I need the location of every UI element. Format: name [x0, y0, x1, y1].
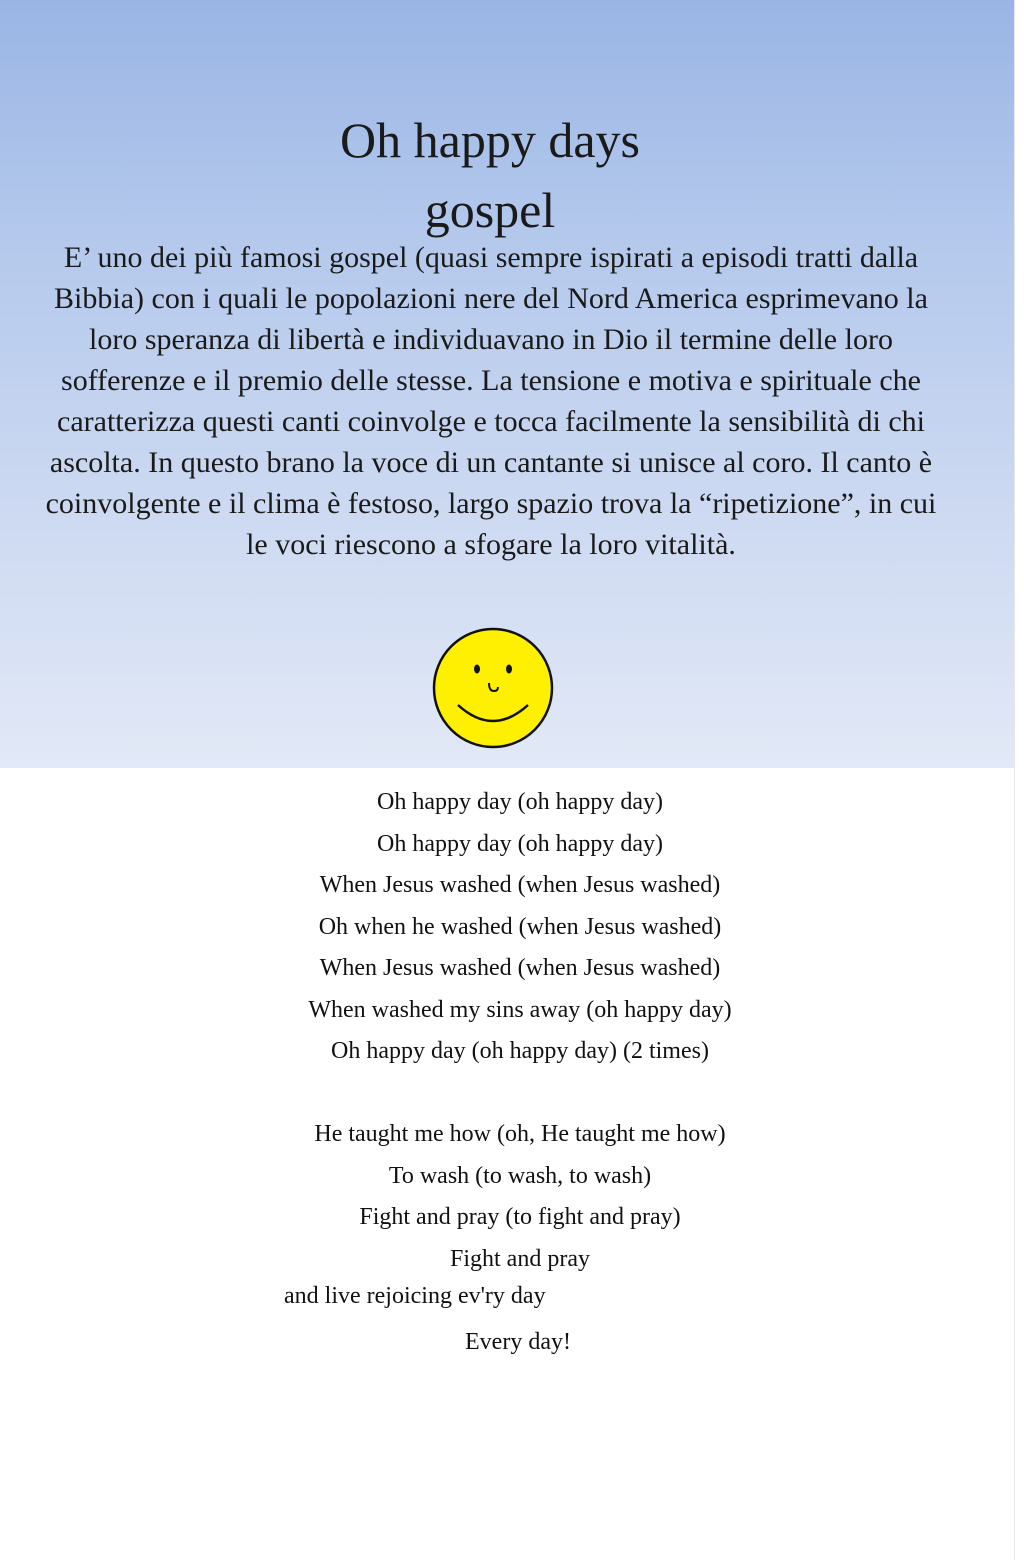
- smiley-right-eye: [506, 665, 512, 674]
- smiley-left-eye: [474, 665, 480, 674]
- smiley-face-circle: [434, 629, 552, 747]
- lyric-line: When Jesus washed (when Jesus washed): [319, 955, 721, 981]
- lyric-final-line: Every day!: [465, 1329, 571, 1355]
- verse-spacer: [0, 1073, 1024, 1115]
- smiley-face-icon: [432, 627, 554, 749]
- lyric-line: Fight and pray: [450, 1245, 590, 1272]
- lyric-line: Oh happy day (oh happy day): [377, 830, 663, 857]
- lyrics-block: [0, 782, 1024, 1280]
- lyric-line: When washed my sins away (oh happy day): [308, 996, 732, 1023]
- lyric-line: To wash (to wash, to wash): [388, 1162, 652, 1189]
- slide-description: E’ uno dei più famosi gospel (quasi sempre ispirati a episodi tratti dalla Bibbia) con i quali le popolazioni nere del Nord America esprimevano la loro speranza di libertà e individuavano in Dio il termine delle loro sofferenze e il premio delle stesse. La tensione e motiva e spirituale che caratterizza questi canti coinvolge e tocca facilmente la sensibilità di chi ascolta. In questo brano la voce di un cantante si unisce al coro. Il canto è coinvolgente e il clima è festoso, largo spazio trova la “ripetizione”, in cui le voci riescono a sfogare la loro vitalità.: [45, 241, 937, 561]
- lyric-line: He taught me how (oh, He taught me how): [314, 1121, 726, 1147]
- lyric-line: When Jesus washed (when Jesus washed): [319, 872, 721, 898]
- lyric-line-left-aligned: and live rejoicing ev'ry day: [284, 1283, 546, 1309]
- page-edge-rule: [1014, 0, 1024, 1560]
- lyric-line: Oh happy day (oh happy day) (2 times): [331, 1038, 709, 1064]
- lyric-line: Oh when he washed (when Jesus washed): [318, 913, 722, 940]
- slide-panel: [0, 0, 1014, 768]
- slide-subtitle: gospel: [424, 182, 556, 238]
- slide-title: Oh happy days: [340, 112, 640, 168]
- lyric-line: Oh happy day (oh happy day): [377, 789, 663, 815]
- lyric-line: Fight and pray (to fight and pray): [359, 1204, 681, 1230]
